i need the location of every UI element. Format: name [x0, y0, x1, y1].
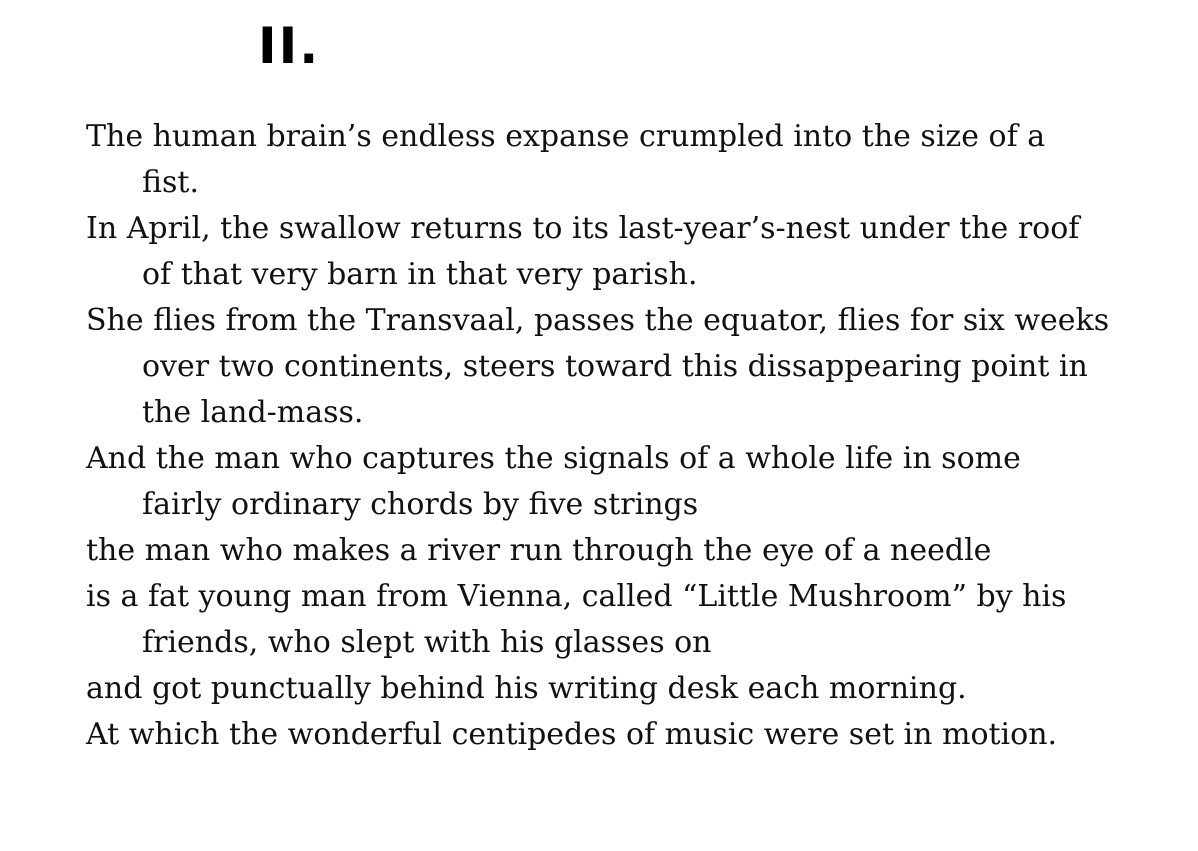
poem-line	[86, 436, 1136, 528]
poem-line-continuation: over two continents, steers toward this dissappearing point in	[142, 349, 1088, 384]
poem-line-continuation: of that very barn in that very parish.	[142, 257, 698, 292]
poem-body	[86, 114, 1136, 758]
poem-line-text: The human brain’s endless expanse crumpled into the size of a	[86, 119, 1046, 154]
poem-line-text: At which the wonderful centipedes of music were set in motion.	[86, 717, 1058, 752]
poem-line	[86, 528, 1136, 574]
poem-line	[86, 712, 1136, 758]
poem-line-text: is a fat young man from Vienna, called “Little Mushroom” by his	[86, 579, 1067, 614]
poem-line-text: and got punctually behind his writing desk each morning.	[86, 671, 967, 706]
poem-line-text: And the man who captures the signals of a whole life in some	[86, 441, 1021, 476]
poem-line-text: In April, the swallow returns to its last-year’s-nest under the roof	[86, 211, 1080, 246]
poem-line-continuation: the land-mass.	[142, 395, 364, 430]
poem-line	[86, 666, 1136, 712]
poem-line	[86, 206, 1136, 298]
poem-line-text: She flies from the Transvaal, passes the equator, flies for six weeks	[86, 303, 1110, 338]
poem-line-continuation: friends, who slept with his glasses on	[142, 625, 712, 660]
poem-line-continuation: fairly ordinary chords by five strings	[142, 487, 699, 522]
poem-line	[86, 298, 1136, 436]
poem-line-text: the man who makes a river run through the eye of a needle	[86, 533, 992, 568]
poem-line	[86, 574, 1136, 666]
poem-line-continuation: fist.	[142, 165, 199, 200]
section-heading: II.	[258, 17, 321, 75]
poem-line	[86, 114, 1136, 206]
